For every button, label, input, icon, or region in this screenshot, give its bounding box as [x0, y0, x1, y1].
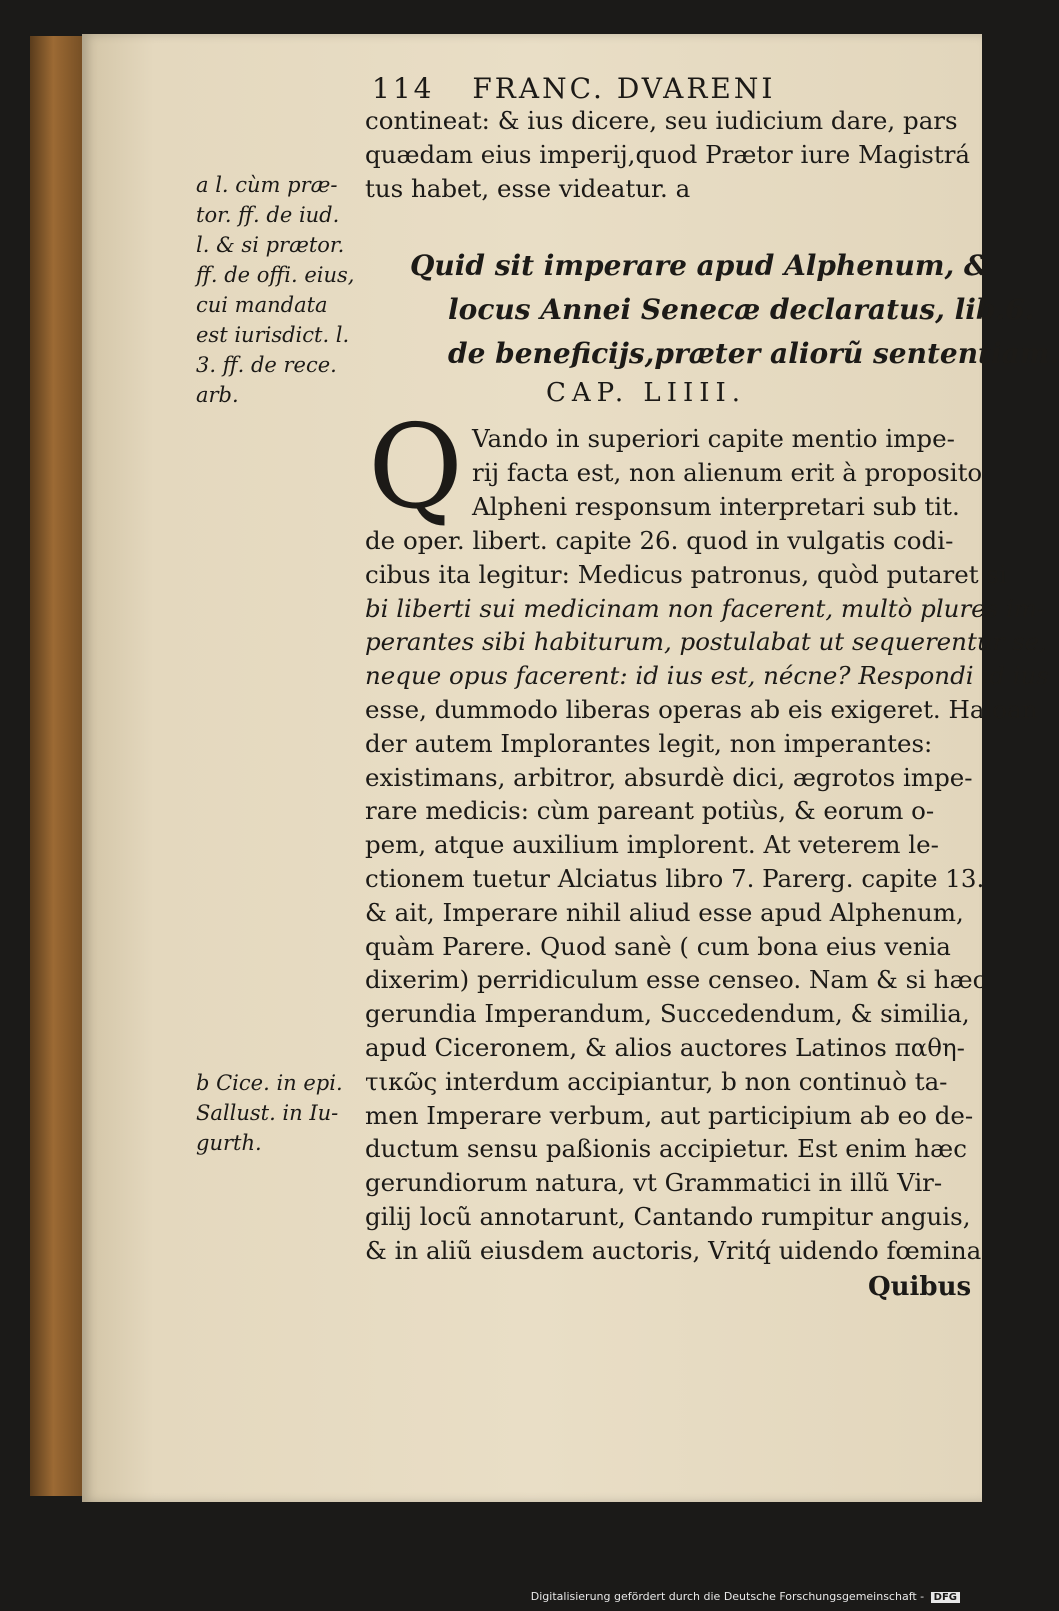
- text-line: gilij locũ annotarunt, Cantando rumpitur anguis,: [365, 1201, 971, 1231]
- book-edge: [30, 36, 88, 1496]
- text-line: rij facta est, non alienum erit à proposito: [472, 457, 983, 487]
- drop-cap: Q: [368, 400, 464, 535]
- heading-line: Quid sit imperare apud Alphenum, &: [410, 249, 990, 282]
- text-line: neque opus facerent: id ius est, nécne? Respondi id ius: [365, 661, 1049, 691]
- margin-line: est iurisdict. l.: [196, 323, 350, 347]
- text-line: & ait, Imperare nihil aliud esse apud Alphenum,: [365, 897, 964, 927]
- text-line: quàm Parere. Quod sanè ( cum bona eius venia: [365, 931, 951, 961]
- credit-text: Digitalisierung gefördert durch die Deutsche Forschungsgemeinschaft -: [530, 1590, 925, 1603]
- margin-line: 3. ff. de rece.: [196, 353, 337, 377]
- margin-note-a: [196, 170, 361, 410]
- text-line: contineat: & ius dicere, seu iudicium dare, pars: [365, 106, 958, 135]
- margin-line: Sallust. in Iu-: [196, 1101, 339, 1125]
- text-line: Alpheni responsum interpretari sub tit.: [472, 491, 960, 521]
- dropcap-paragraph: [472, 422, 983, 523]
- text-line: quædam eius imperij,quod Prætor iure Magistrá: [365, 139, 971, 169]
- dfg-logo: DFG: [931, 1592, 960, 1603]
- text-line: gerundia Imperandum, Succedendum, & similia,: [365, 999, 970, 1029]
- running-title: FRANC. DVARENI: [472, 72, 776, 105]
- text-line: τικῶς interdum accipiantur, b non continuò ta-: [365, 1066, 948, 1096]
- text-line: de oper. libert. capite 26. quod in vulgatis codi-: [365, 526, 954, 555]
- text-line: ductum sensu paßionis accipietur. Est enim hæc: [365, 1134, 967, 1164]
- page-number: 114: [372, 72, 435, 105]
- text-line: gerundiorum natura, vt Grammatici in illũ Vir-: [365, 1168, 943, 1198]
- text-line: ctionem tuetur Alciatus libro 7. Parerg. capite 13.: [365, 863, 985, 893]
- text-line: apud Ciceronem, & alios auctores Latinos παθη-: [365, 1032, 965, 1062]
- text-line: & in aliũ eiusdem auctoris, Vritq́ uidendo fœmina.: [365, 1235, 990, 1265]
- margin-line: cui mandata: [196, 293, 328, 317]
- margin-line: b Cice. in epi.: [196, 1071, 343, 1095]
- digitization-credit: [531, 1590, 960, 1603]
- margin-line: arb.: [196, 383, 239, 407]
- text-line: tus habet, esse videatur. a: [365, 173, 691, 203]
- main-text: [365, 524, 1049, 1268]
- catchword: Quibus: [868, 1272, 972, 1302]
- text-line: men Imperare verbum, aut participium ab eo de-: [365, 1100, 974, 1130]
- margin-line: ff. de offi. eius,: [196, 263, 355, 287]
- text-line: Vando in superiori capite mentio impe-: [472, 424, 955, 453]
- margin-line: a l. cùm præ-: [196, 173, 338, 197]
- text-line: perantes sibi habiturum, postulabat ut sequerentur se,: [365, 627, 1047, 657]
- text-line: dixerim) perridiculum esse censeo. Nam & si hæc: [365, 965, 987, 995]
- margin-line: gurth.: [196, 1131, 262, 1155]
- text-line: cibus ita legitur: Medicus patronus, quòd putaret si: [365, 559, 1007, 589]
- running-header: [372, 72, 972, 105]
- chapter-heading: [410, 244, 1059, 376]
- text-line: pem, atque auxilium implorent. At veterem le-: [365, 830, 939, 860]
- chapter-number: CAP. LIIII.: [546, 378, 747, 408]
- margin-note-b: [196, 1068, 361, 1158]
- text-line: existimans, arbitror, absurdè dici, ægrotos impe-: [365, 762, 973, 792]
- text-line: esse, dummodo liberas operas ab eis exigeret. Haloan: [365, 694, 1038, 724]
- intro-paragraph: [365, 104, 973, 205]
- margin-line: tor. ff. de iud.: [196, 203, 340, 227]
- margin-line: l. & si prætor.: [196, 233, 345, 257]
- heading-line: locus Annei Senecæ declaratus, lib.6.: [448, 293, 1035, 326]
- text-line: rare medicis: cùm pareant potiùs, & eorum o-: [365, 796, 935, 826]
- heading-line: de beneficijs,præter aliorũ sententiam.: [448, 337, 1059, 370]
- text-line: bi liberti sui medicinam non facerent, multò plures im-: [365, 593, 1046, 623]
- text-line: der autem Implorantes legit, non imperantes:: [365, 728, 933, 758]
